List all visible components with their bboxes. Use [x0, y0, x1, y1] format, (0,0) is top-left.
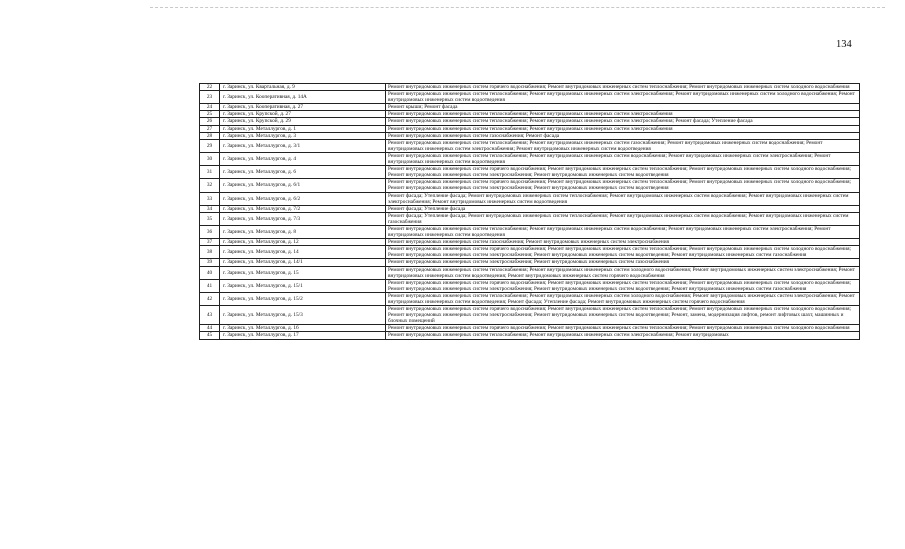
- work-description-cell: Ремонт внутридомовых инженерных систем теплоснабжения; Ремонт внутридомовых инженерных систем электроснабжения: [386, 125, 860, 132]
- address-cell: г. Заринск, ул. Металлургов, д. 14/1: [220, 259, 386, 266]
- work-description-cell: Ремонт внутридомовых инженерных систем теплоснабжения; Ремонт внутридомовых инженерных систем водоснабжения; Ремонт внутридомовых инженерных систем электроснабжения; Ремонт внутридомовых инженерных систем водоотведения: [386, 225, 860, 238]
- table-row: [200, 84, 860, 91]
- row-number: 23: [200, 91, 220, 104]
- row-number: 32: [200, 179, 220, 192]
- work-description-cell: Ремонт внутридомовых инженерных систем горячего водоснабжения; Ремонт внутридомовых инженерных систем теплоснабжения; Ремонт внутридомовых инженерных систем холодного водоснабжения; Ремонт внутридомовых инженерных систем электроснабжения; Ремонт внутридомовых инженерных систем водоотведения; Ремонт, замена, модернизация лифтов, ремонт лифтовых шахт, машинных и блочных помещений: [386, 306, 860, 325]
- page-number: 134: [836, 39, 852, 50]
- address-cell: г. Заринск, ул. Металлургов, д. 14: [220, 246, 386, 259]
- table-row: [200, 118, 860, 125]
- table-row: [200, 166, 860, 179]
- table-row: [200, 325, 860, 332]
- work-description-cell: Ремонт внутридомовых инженерных систем газоснабжения; Ремонт фасада: [386, 132, 860, 139]
- address-cell: г. Заринск, ул. Металлургов, д. 6/1: [220, 179, 386, 192]
- row-number: 27: [200, 125, 220, 132]
- table-row: [200, 259, 860, 266]
- table-row: [200, 212, 860, 225]
- row-number: 39: [200, 259, 220, 266]
- row-number: 44: [200, 325, 220, 332]
- work-description-cell: Ремонт фасада; Утепление фасада: [386, 205, 860, 212]
- address-cell: г. Заринск, ул. Кооперативная, д. 27: [220, 104, 386, 111]
- address-cell: г. Заринск, ул. Металлургов, д. 7/2: [220, 205, 386, 212]
- table-row: [200, 104, 860, 111]
- work-description-cell: Ремонт внутридомовых инженерных систем горячего водоснабжения; Ремонт внутридомовых инженерных систем теплоснабжения; Ремонт внутридомовых инженерных систем холодного водоснабжения; Ремонт внутридомовых инженерных систем электроснабжения; Ремонт внутридомовых инженерных систем водоотведения: [386, 166, 860, 179]
- row-number: 42: [200, 292, 220, 305]
- row-number: 25: [200, 111, 220, 118]
- row-number: 41: [200, 279, 220, 292]
- table-row: [200, 266, 860, 279]
- table-row: [200, 246, 860, 259]
- work-description-cell: Ремонт фасада; Утепление фасада; Ремонт внутридомовых инженерных систем теплоснабжения; Ремонт внутридомовых инженерных систем водоснабжения; Ремонт внутридомовых инженерных систем электроснабжения; Ремонт внутридомовых инженерных систем водоотведения: [386, 192, 860, 205]
- work-description-cell: Ремонт внутридомовых инженерных систем горячего водоснабжения; Ремонт внутридомовых инженерных систем теплоснабжения; Ремонт внутридомовых инженерных систем холодного водоснабжения; Ремонт внутридомовых инженерных систем электроснабжения; Ремонт внутридомовых инженерных систем водоотведения; Ремонт внутридомовых инженерных систем газоснабжения: [386, 279, 860, 292]
- address-cell: г. Заринск, ул. Крупской, д. 27: [220, 111, 386, 118]
- table-row: [200, 179, 860, 192]
- repair-works-table: [199, 83, 860, 340]
- work-description-cell: Ремонт внутридомовых инженерных систем теплоснабжения; Ремонт внутридомовых инженерных систем холодного водоснабжения; Ремонт внутридомовых инженерных систем электроснабжения; Ремонт внутридомовых инженерных систем водоотведения; Ремонт фасада; Утепление фасада; Ремонт внутридомовых инженерных систем горячего водоснабжения: [386, 292, 860, 305]
- table-row: [200, 279, 860, 292]
- row-number: 43: [200, 306, 220, 325]
- row-number: 40: [200, 266, 220, 279]
- work-description-cell: Ремонт внутридомовых инженерных систем теплоснабжения; Ремонт внутридомовых инженерных систем водоснабжения; Ремонт внутридомовых инженерных систем электроснабжения; Ремонт внутридомовых инженерных систем водоотведения: [386, 152, 860, 165]
- address-cell: г. Заринск, ул. Кооперативная, д. 14А: [220, 91, 386, 104]
- address-cell: г. Заринск, ул. Металлургов, д. 6: [220, 166, 386, 179]
- work-description-cell: Ремонт внутридомовых инженерных систем электроснабжения; Ремонт внутридомовых инженерных систем газоснабжения: [386, 259, 860, 266]
- table-row: [200, 225, 860, 238]
- row-number: 29: [200, 139, 220, 152]
- table-row: [200, 152, 860, 165]
- address-cell: г. Заринск, ул. Металлургов, д. 15/1: [220, 279, 386, 292]
- work-description-cell: Ремонт внутридомовых инженерных систем теплоснабжения; Ремонт внутридомовых инженерных систем электроснабжения; Ремонт фасада; Утепление фасада: [386, 118, 860, 125]
- address-cell: г. Заринск, ул. Металлургов, д. 8: [220, 225, 386, 238]
- address-cell: г. Заринск, ул. Металлургов, д. 4: [220, 152, 386, 165]
- work-description-cell: Ремонт внутридомовых инженерных систем теплоснабжения; Ремонт внутридомовых инженерных систем электроснабжения; Ремонт внутридомовых: [386, 332, 860, 339]
- row-number: 35: [200, 212, 220, 225]
- address-cell: г. Заринск, ул. Металлургов, д. 7/3: [220, 212, 386, 225]
- address-cell: г. Заринск, ул. Металлургов, д. 15/2: [220, 292, 386, 305]
- row-number: 34: [200, 205, 220, 212]
- row-number: 36: [200, 225, 220, 238]
- row-number: 30: [200, 152, 220, 165]
- table-row: [200, 125, 860, 132]
- address-cell: г. Заринск, ул. Металлургов, д. 3: [220, 132, 386, 139]
- table-row: [200, 239, 860, 246]
- address-cell: г. Заринск, ул. Крупской, д. 29: [220, 118, 386, 125]
- address-cell: г. Заринск, ул. Металлургов, д. 15: [220, 266, 386, 279]
- address-cell: г. Заринск, ул. Металлургов, д. 16: [220, 325, 386, 332]
- table-row: [200, 91, 860, 104]
- address-cell: г. Заринск, ул. Металлургов, д. 1: [220, 125, 386, 132]
- row-number: 31: [200, 166, 220, 179]
- work-description-cell: Ремонт внутридомовых инженерных систем горячего водоснабжения; Ремонт внутридомовых инженерных систем теплоснабжения; Ремонт внутридомовых инженерных систем холодного водоснабжения; Ремонт внутридомовых инженерных систем электроснабжения; Ремонт внутридомовых инженерных систем водоотведения: [386, 179, 860, 192]
- work-description-cell: Ремонт внутридомовых инженерных систем теплоснабжения; Ремонт внутридомовых инженерных систем холодного водоснабжения; Ремонт внутридомовых инженерных систем электроснабжения; Ремонт внутридомовых инженерных систем водоотведения; Ремонт внутридомовых инженерных систем горячего водоснабжения: [386, 266, 860, 279]
- table-row: [200, 306, 860, 325]
- row-number: 37: [200, 239, 220, 246]
- work-description-cell: Ремонт внутридомовых инженерных систем теплоснабжения; Ремонт внутридомовых инженерных систем газоснабжения; Ремонт внутридомовых инженерных систем водоснабжения; Ремонт внутридомовых инженерных систем электроснабжения; Ремонт внутридомовых инженерных систем водоотведения: [386, 139, 860, 152]
- address-cell: г. Заринск, ул. Металлургов, д. 15/3: [220, 306, 386, 325]
- work-description-cell: Ремонт фасада; Утепление фасада; Ремонт внутридомовых инженерных систем теплоснабжения; Ремонт внутридомовых инженерных систем водоснабжения; Ремонт внутридомовых инженерных систем газоснабжения: [386, 212, 860, 225]
- row-number: 28: [200, 132, 220, 139]
- work-description-cell: Ремонт внутридомовых инженерных систем теплоснабжения; Ремонт внутридомовых инженерных систем электроснабжения: [386, 111, 860, 118]
- work-description-cell: Ремонт крыши; Ремонт фасада: [386, 104, 860, 111]
- work-description-cell: Ремонт внутридомовых инженерных систем теплоснабжения; Ремонт внутридомовых инженерных систем электроснабжения; Ремонт внутридомовых инженерных систем холодного водоснабжения; Ремонт внутридомовых инженерных систем водоотведения: [386, 91, 860, 104]
- row-number: 22: [200, 84, 220, 91]
- address-cell: г. Заринск, ул. Металлургов, д. 12: [220, 239, 386, 246]
- row-number: 26: [200, 118, 220, 125]
- table-row: [200, 332, 860, 339]
- address-cell: г. Заринск, ул. Квартальная, д. 9: [220, 84, 386, 91]
- work-description-cell: Ремонт внутридомовых инженерных систем горячего водоснабжения; Ремонт внутридомовых инженерных систем теплоснабжения; Ремонт внутридомовых инженерных систем холодного водоснабжения: [386, 84, 860, 91]
- work-description-cell: Ремонт внутридомовых инженерных систем газоснабжения; Ремонт внутридомовых инженерных систем электроснабжения: [386, 239, 860, 246]
- row-number: 33: [200, 192, 220, 205]
- table-body: [200, 84, 860, 340]
- work-description-cell: Ремонт внутридомовых инженерных систем горячего водоснабжения; Ремонт внутридомовых инженерных систем теплоснабжения; Ремонт внутридомовых инженерных систем холодного водоснабжения: [386, 325, 860, 332]
- table-row: [200, 111, 860, 118]
- work-description-cell: Ремонт внутридомовых инженерных систем горячего водоснабжения; Ремонт внутридомовых инженерных систем теплоснабжения; Ремонт внутридомовых инженерных систем холодного водоснабжения; Ремонт внутридомовых инженерных систем электроснабжения; Ремонт внутридомовых инженерных систем водоотведения; Ремонт внутридомовых инженерных систем газоснабжения: [386, 246, 860, 259]
- row-number: 38: [200, 246, 220, 259]
- table-row: [200, 132, 860, 139]
- scan-edge-line: [150, 7, 885, 8]
- address-cell: г. Заринск, ул. Металлургов, д. 3/1: [220, 139, 386, 152]
- table-row: [200, 205, 860, 212]
- table-row: [200, 192, 860, 205]
- address-cell: г. Заринск, ул. Металлургов, д. 6/2: [220, 192, 386, 205]
- address-cell: г. Заринск, ул. Металлургов, д. 17: [220, 332, 386, 339]
- table-row: [200, 139, 860, 152]
- table-row: [200, 292, 860, 305]
- row-number: 24: [200, 104, 220, 111]
- row-number: 45: [200, 332, 220, 339]
